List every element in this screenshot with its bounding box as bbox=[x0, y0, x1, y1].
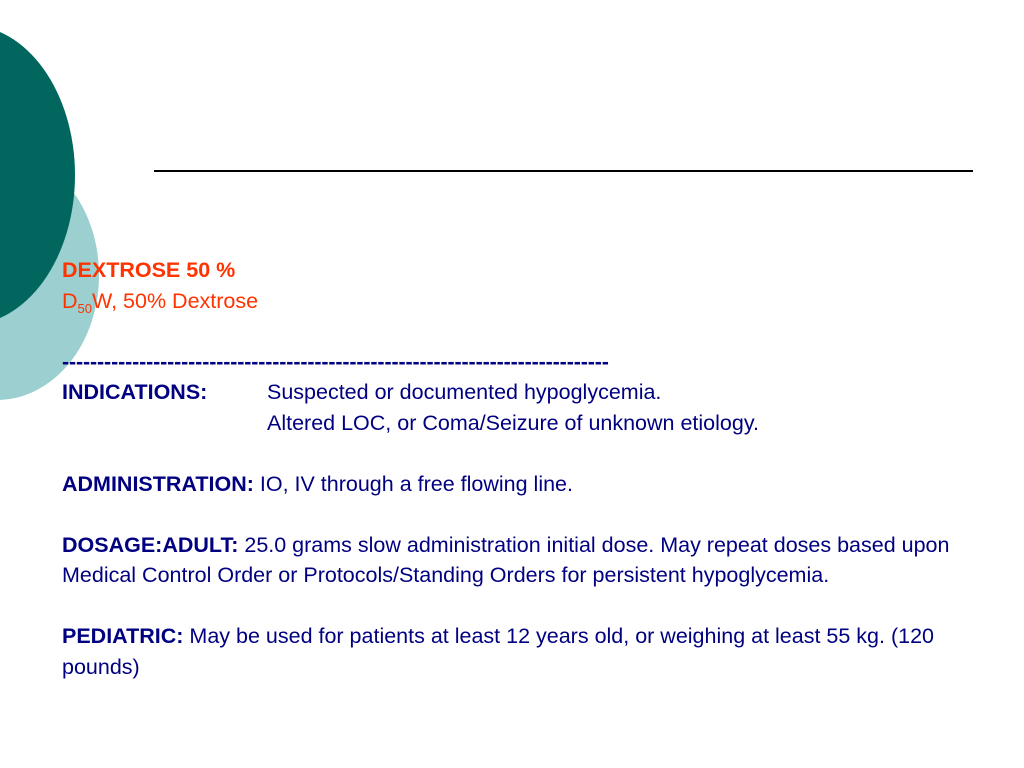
drug-alt-prefix: D bbox=[62, 288, 78, 313]
administration-label: ADMINISTRATION: bbox=[62, 471, 254, 496]
title-underline bbox=[154, 170, 973, 172]
spacer bbox=[62, 591, 1012, 622]
slide-content bbox=[62, 255, 1012, 682]
indications-section bbox=[62, 377, 1012, 438]
indication-item: Suspected or documented hypoglycemia. bbox=[267, 380, 662, 404]
spacer bbox=[62, 438, 1012, 469]
drug-alt-subscript: 50 bbox=[77, 300, 92, 316]
administration-text: IO, IV through a free flowing line. bbox=[259, 471, 573, 496]
pediatric-text: May be used for patients at least 12 years old, or weighing at least 55 kg. (120 pounds) bbox=[62, 624, 934, 679]
indications-list bbox=[267, 377, 1012, 438]
drug-alt-suffix: W, 50% Dextrose bbox=[92, 288, 259, 313]
drug-name: DEXTROSE 50 % bbox=[62, 258, 236, 282]
dosage-adult-label: DOSAGE:ADULT: bbox=[62, 532, 239, 557]
pediatric-label: PEDIATRIC: bbox=[62, 624, 184, 648]
indication-item: Altered LOC, or Coma/Seizure of unknown etiology. bbox=[267, 410, 759, 435]
drug-alternate-name bbox=[62, 286, 1012, 317]
dosage-adult-text: 25.0 grams slow administration initial dose. May repeat doses based upon Medical Control Order or Protocols/Standing Orders for persistent hypoglycemia. bbox=[62, 532, 950, 587]
dosage-adult-section bbox=[62, 530, 1012, 591]
pediatric-section bbox=[62, 621, 1012, 682]
spacer bbox=[62, 316, 1012, 347]
indications-label: INDICATIONS: bbox=[62, 380, 208, 404]
separator-line: ------------------------------------------------------------------------------ bbox=[62, 349, 609, 374]
spacer bbox=[62, 499, 1012, 530]
administration-section bbox=[62, 469, 1012, 500]
